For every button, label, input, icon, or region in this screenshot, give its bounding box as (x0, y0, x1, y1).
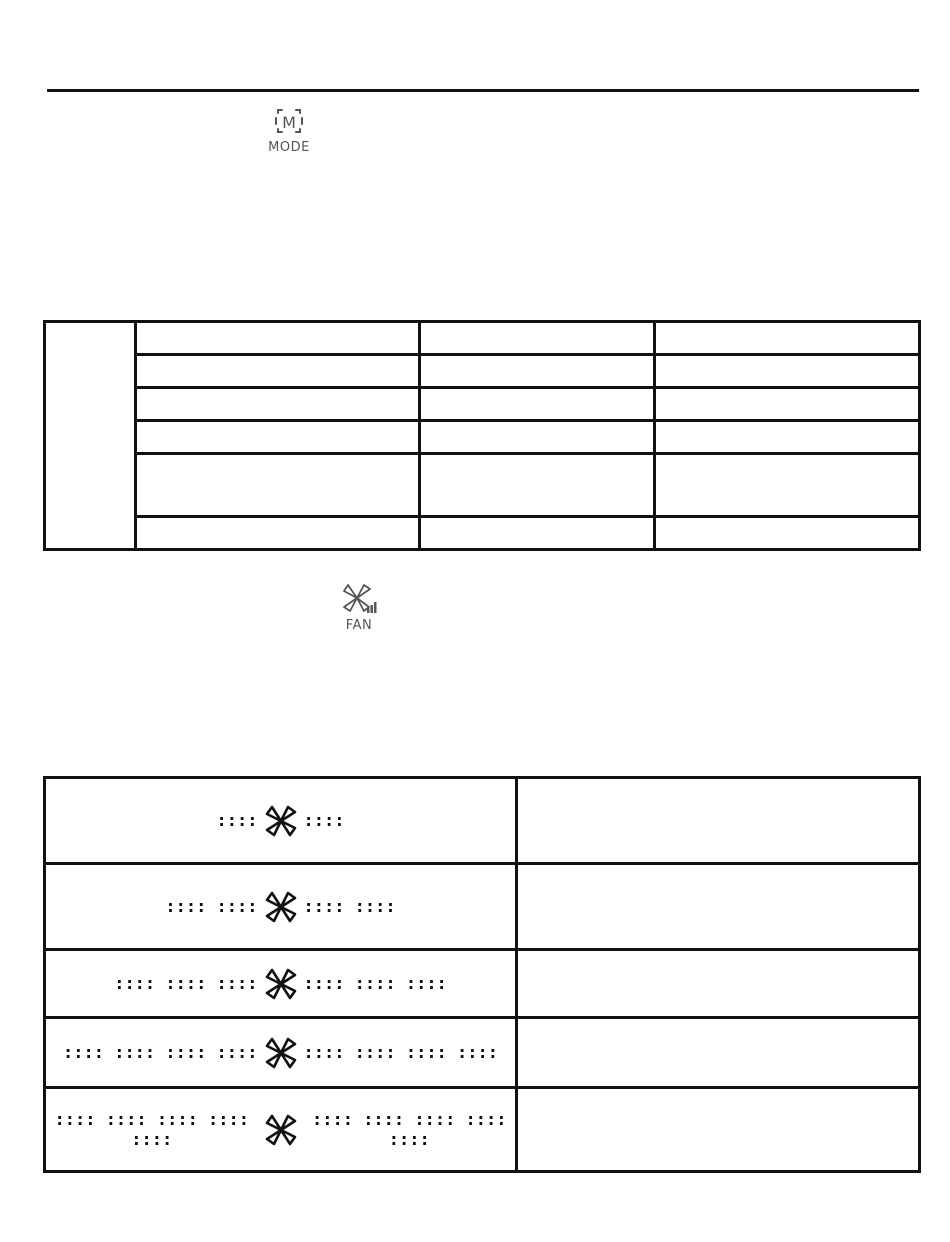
speed-description-cell (517, 864, 920, 950)
table-row (45, 421, 920, 454)
speed-dots-right: :::: (303, 810, 345, 831)
table-cell (136, 517, 420, 550)
table-row (45, 1018, 920, 1088)
table-cell (420, 421, 655, 454)
speed-dots-right: :::: :::: :::: :::: :::: (312, 1109, 507, 1150)
speed-description-cell (517, 950, 920, 1018)
fan-button[interactable] (332, 582, 386, 633)
speed-indicator-cell (45, 778, 517, 864)
table-cell (420, 355, 655, 388)
table-row (45, 778, 920, 864)
table-row (45, 950, 920, 1018)
top-divider (47, 89, 919, 92)
mode-icon (272, 104, 306, 138)
svg-text:M: M (282, 113, 296, 132)
speed-dots-left: :::: :::: :::: :::: :::: (54, 1109, 249, 1150)
table-cell (655, 355, 920, 388)
speed-dots-right: :::: :::: (303, 896, 396, 917)
table-row (45, 864, 920, 950)
speed-indicator-cell (45, 864, 517, 950)
table-cell (655, 322, 920, 355)
speed-indicator-cell (45, 950, 517, 1018)
table-row (45, 355, 920, 388)
speed-dots-left: :::: :::: :::: :::: (63, 1042, 258, 1063)
table-row (45, 322, 920, 355)
mode-label: MODE (268, 140, 310, 155)
table-cell (655, 517, 920, 550)
table-cell (136, 322, 420, 355)
fan-speed-icon (340, 582, 378, 616)
fan-icon (264, 804, 298, 838)
speed-dots-right: :::: :::: :::: (303, 973, 447, 994)
table-cell (420, 322, 655, 355)
table-cell (136, 388, 420, 421)
fan-icon (264, 967, 298, 1001)
table-cell (420, 517, 655, 550)
speed-indicator (63, 1036, 498, 1070)
table-cell (655, 454, 920, 517)
speed-description-cell (517, 1088, 920, 1172)
fan-icon (264, 890, 298, 924)
fan-icon (264, 1113, 298, 1147)
table-cell (655, 388, 920, 421)
table-cell (136, 421, 420, 454)
table-cell (136, 454, 420, 517)
fan-label: FAN (345, 618, 373, 633)
table-row (45, 1088, 920, 1172)
mode-side-cell (45, 322, 136, 550)
speed-description-cell (517, 1018, 920, 1088)
speed-indicator-cell (45, 1088, 517, 1172)
speed-description-cell (517, 778, 920, 864)
table-row (45, 454, 920, 517)
speed-indicator (46, 1110, 515, 1150)
table-cell (655, 421, 920, 454)
table-cell (136, 355, 420, 388)
speed-indicator (114, 967, 447, 1001)
speed-dots-left: :::: (216, 810, 258, 831)
fan-speed-table (43, 776, 921, 1173)
fan-icon (264, 1036, 298, 1070)
speed-dots-left: :::: :::: :::: (114, 973, 258, 994)
speed-indicator (217, 804, 345, 838)
speed-dots-right: :::: :::: :::: :::: (303, 1042, 498, 1063)
table-row (45, 517, 920, 550)
mode-table (43, 320, 921, 551)
table-row (45, 388, 920, 421)
speed-indicator-cell (45, 1018, 517, 1088)
table-cell (420, 388, 655, 421)
table-cell (420, 454, 655, 517)
mode-button[interactable] (262, 104, 316, 155)
speed-dots-left: :::: :::: (165, 896, 258, 917)
speed-indicator (165, 890, 395, 924)
